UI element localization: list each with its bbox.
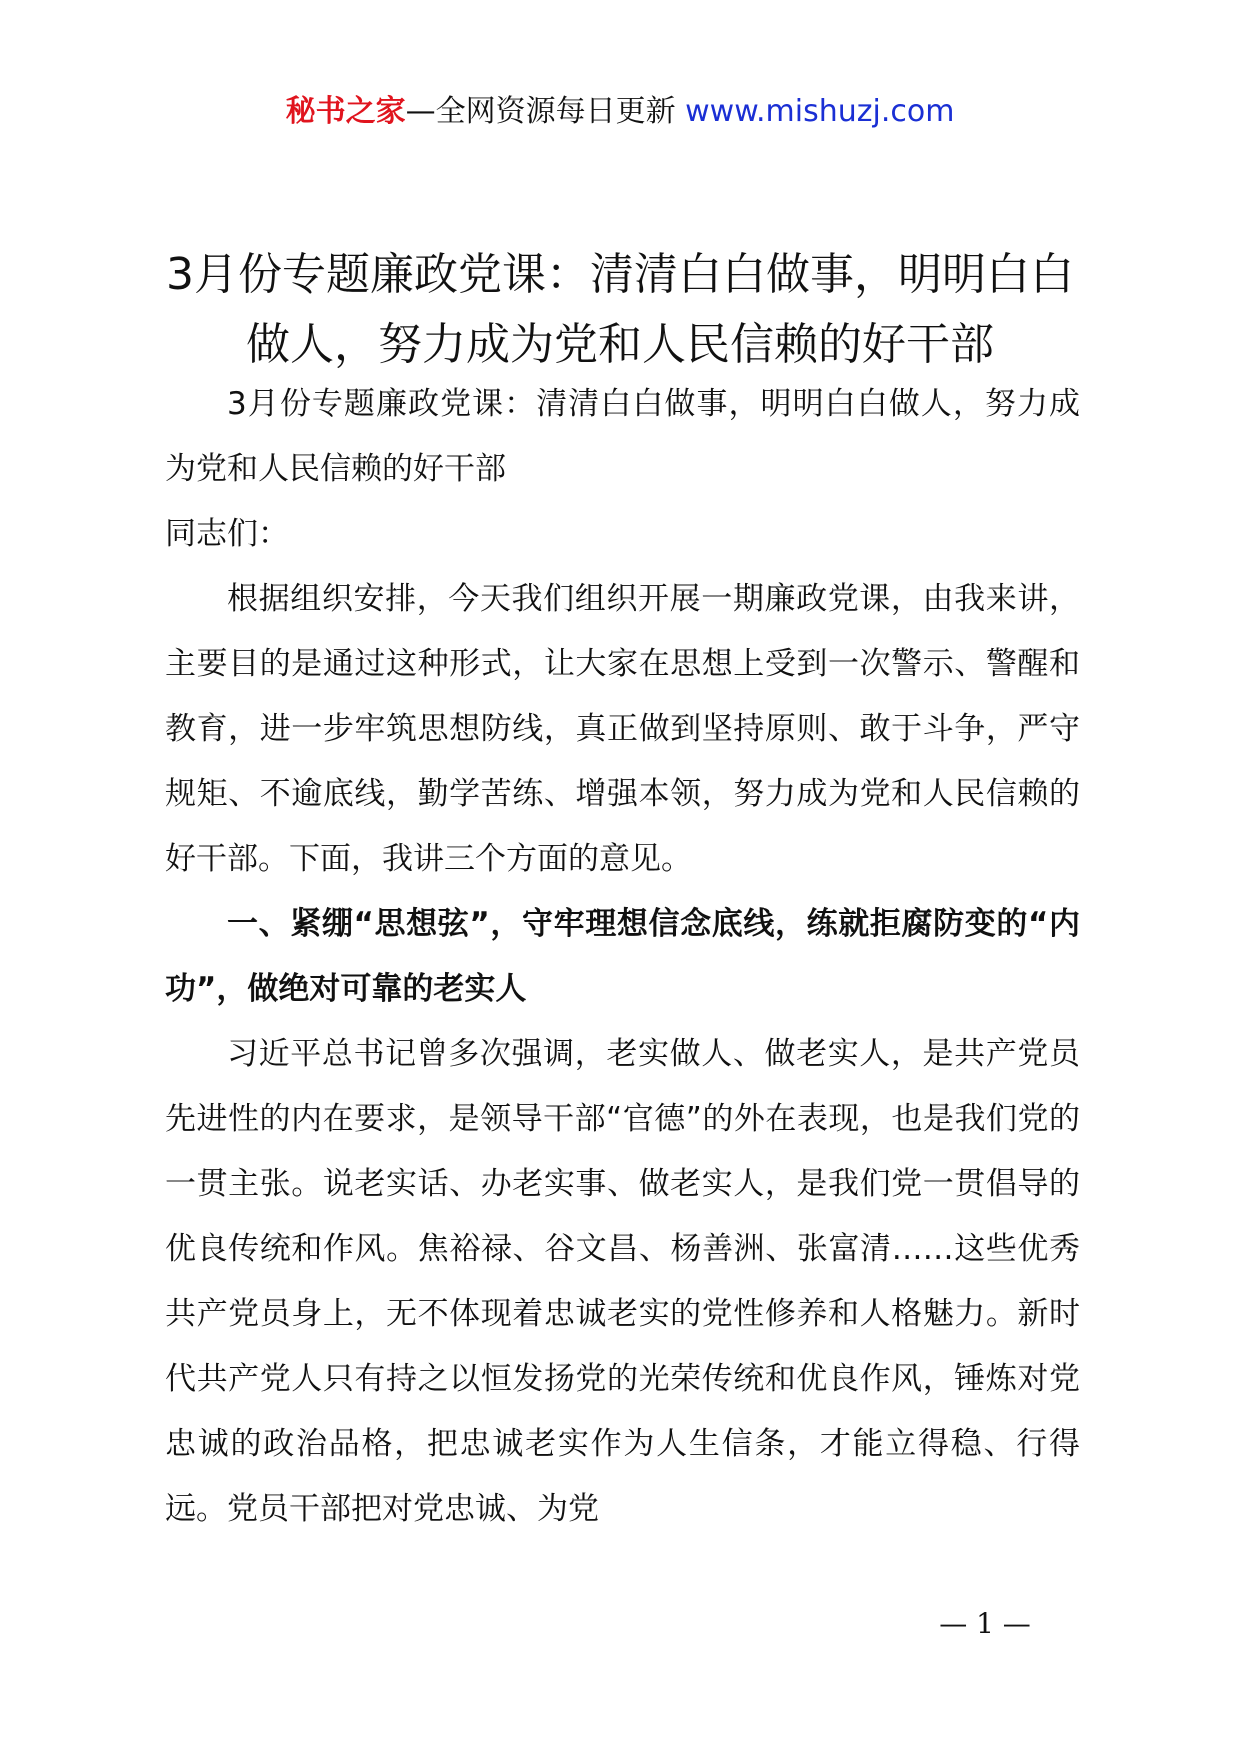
body-paragraph: 根据组织安排，今天我们组织开展一期廉政党课，由我来讲，主要目的是通过这种形式，让大家在思想上受到一次警示、警醒和教育，进一步牢筑思想防线，真正做到坚持原则、敢于斗争，严守规矩、不逾底线，勤学苦练、增强本领，努力成为党和人民信赖的好干部。下面，我讲三个方面的意见。 [165, 581, 1080, 877]
section-heading: 一、紧绷“思想弦”，守牢理想信念底线，练就拒腐防变的“内功”，做绝对可靠的老实人 [165, 906, 1080, 1007]
site-banner [0, 90, 1240, 134]
body-paragraph: 习近平总书记曾多次强调，老实做人、做老实人，是共产党员先进性的内在要求，是领导干部“官德”的外在表现，也是我们党的一贯主张。说老实话、办老实事、做老实人，是我们党一贯倡导的优良传统和作风。焦裕禄、谷文昌、杨善洲、张富清……这些优秀共产党员身上，无不体现着忠诚老实的党性修养和人格魅力。新时代共产党人只有持之以恒发扬党的光荣传统和优良作风，锤炼对党忠诚的政治品格，把忠诚老实作为人生信条，才能立得稳、行得远。党员干部把对党忠诚、为党 [165, 1036, 1080, 1527]
site-url-link[interactable]: www.mishuzj.com [685, 94, 955, 129]
site-brand: 秘书之家 [285, 94, 406, 129]
site-slogan: —全网资源每日更新 [405, 94, 676, 129]
document-subtitle: 3月份专题廉政党课：清清白白做事，明明白白做人，努力成为党和人民信赖的好干部 [165, 386, 1080, 487]
salutation: 同志们： [165, 516, 289, 552]
page-number: — 1 — [939, 1607, 1031, 1640]
document-body [165, 372, 1080, 1542]
document-title: 3月份专题廉政党课：清清白白做事，明明白白做人，努力成为党和人民信赖的好干部 [166, 249, 1074, 370]
